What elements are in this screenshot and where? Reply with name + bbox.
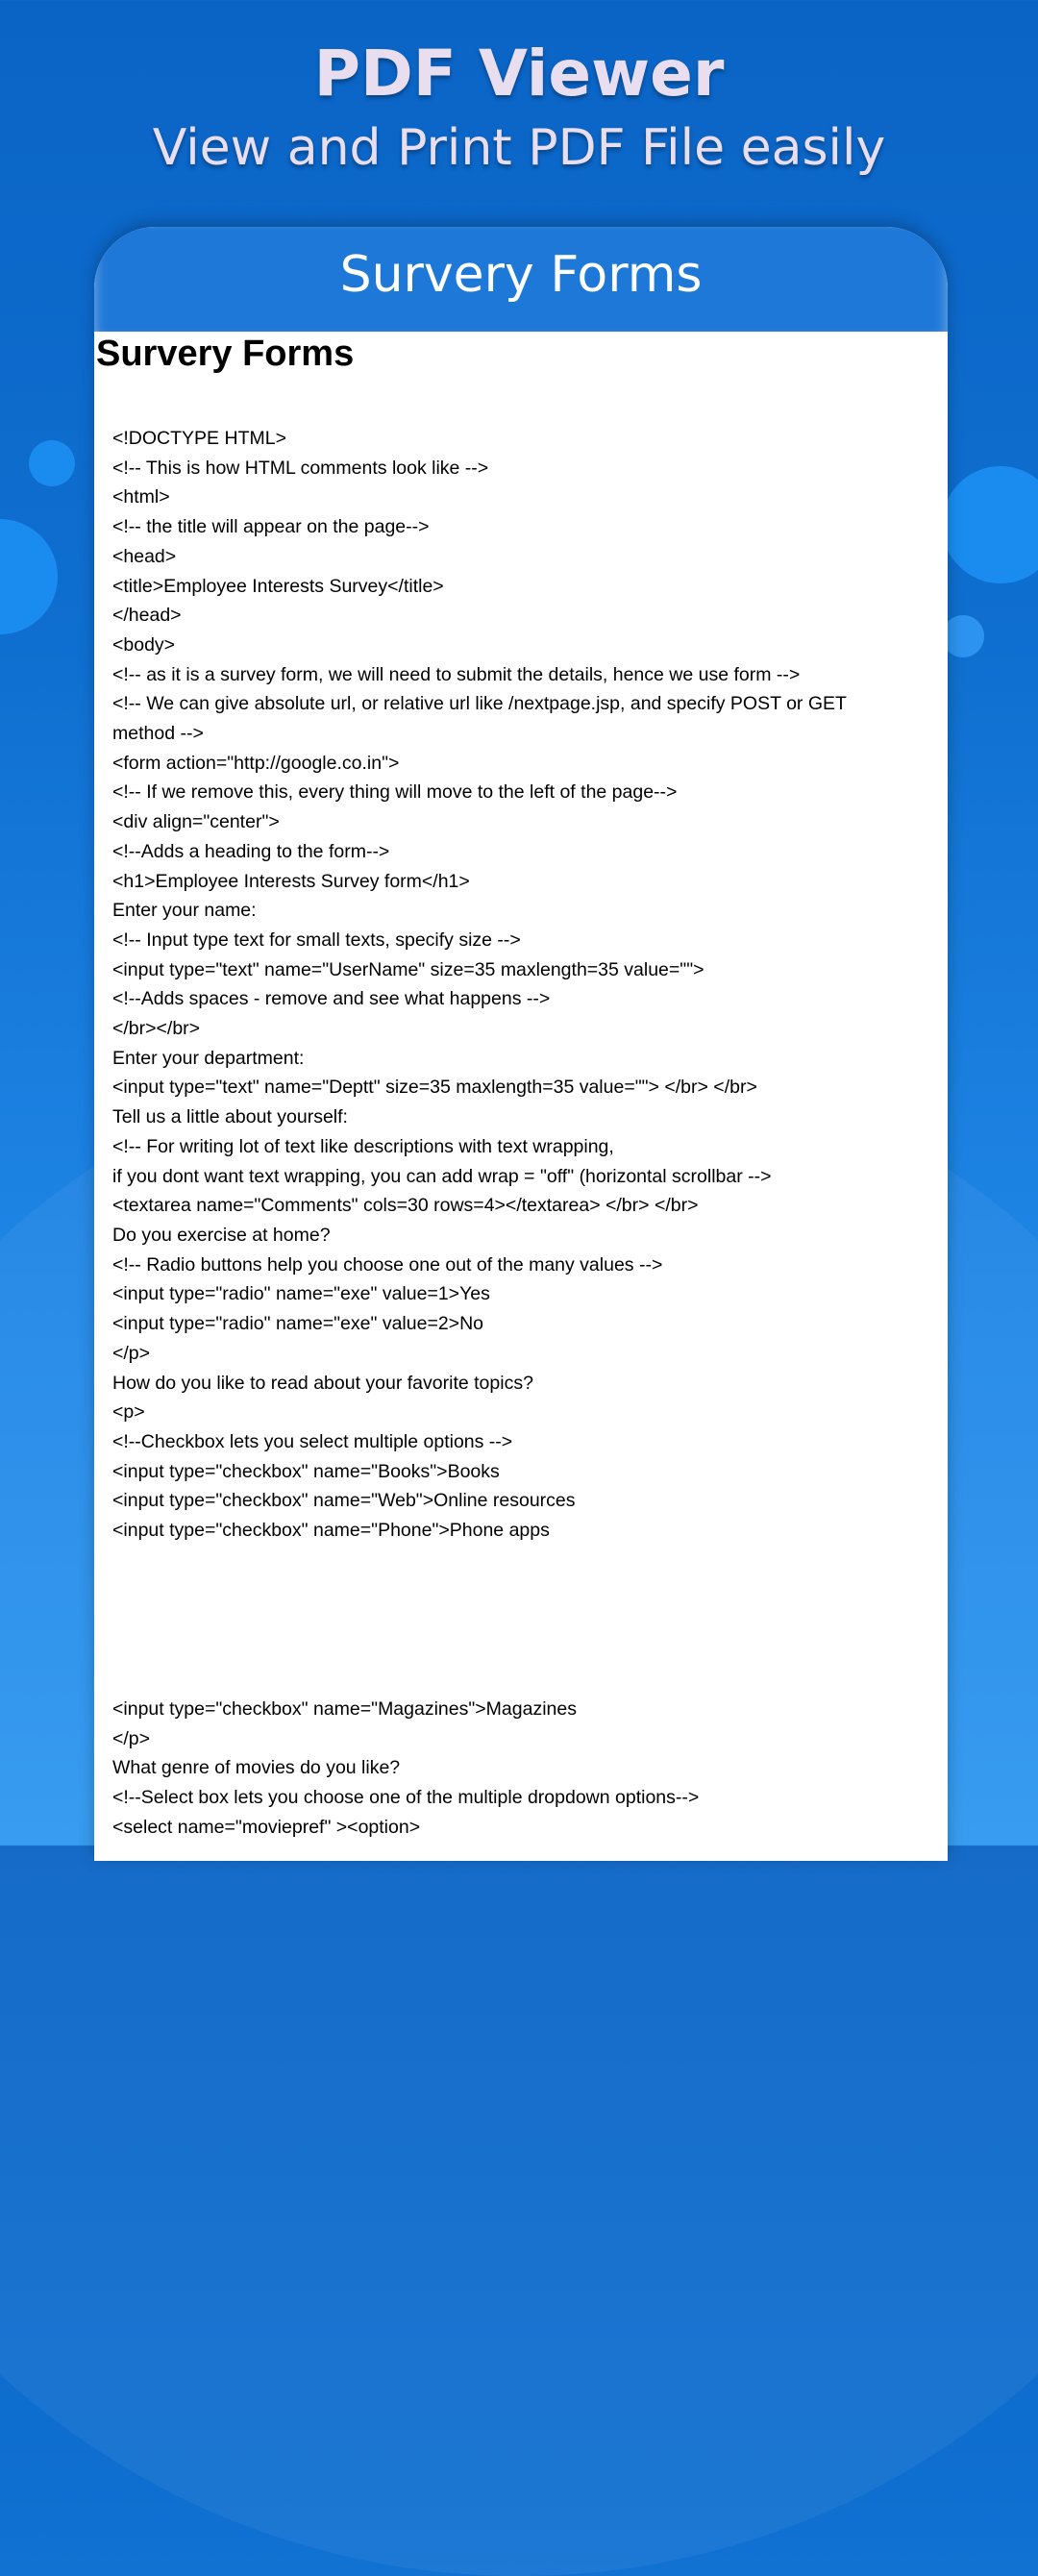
- code-line: <!-- Radio buttons help you choose one out of the many values -->: [112, 1253, 663, 1276]
- code-line: <!-- the title will appear on the page-->: [112, 516, 430, 538]
- code-line: <body>: [112, 633, 176, 656]
- decor-bubble: [0, 519, 58, 634]
- code-line: Tell us a little about yourself:: [112, 1106, 348, 1128]
- code-line: How do you like to read about your favorite topics?: [112, 1372, 533, 1394]
- app-bar-title: Survery Forms: [339, 246, 703, 304]
- code-line: What genre of movies do you like?: [112, 1757, 401, 1779]
- code-line: <select name="moviepref" ><option>: [112, 1816, 421, 1838]
- document-heading: Survery Forms: [96, 334, 355, 374]
- code-line: Do you exercise at home?: [112, 1224, 331, 1246]
- code-line: <!-- For writing lot of text like descriptions with text wrapping,: [112, 1135, 614, 1157]
- code-line: <div align="center">: [112, 811, 280, 833]
- pdf-document-page[interactable]: [94, 332, 948, 1861]
- code-line: <!DOCTYPE HTML>: [112, 428, 286, 449]
- code-line: <input type="radio" name="exe" value=1>Yes: [112, 1283, 490, 1305]
- code-line: <title>Employee Interests Survey</title>: [112, 575, 444, 597]
- code-line: <h1>Employee Interests Survey form</h1>: [112, 870, 470, 892]
- code-line: <!-- If we remove this, every thing will move to the left of the page-->: [112, 781, 678, 804]
- code-line: <input type="text" name="Deptt" size=35 maxlength=35 value=""> </br> </br>: [112, 1077, 757, 1099]
- code-line: <!--Adds a heading to the form-->: [112, 840, 390, 862]
- code-line: <textarea name="Comments" cols=30 rows=4></textarea> </br> </br>: [112, 1195, 699, 1217]
- decor-bubble: [942, 615, 984, 657]
- code-line: </p>: [112, 1342, 151, 1364]
- code-line: <!--Checkbox lets you select multiple options -->: [112, 1430, 513, 1452]
- code-line: if you dont want text wrapping, you can add wrap = "off" (horizontal scrollbar -->: [112, 1165, 772, 1187]
- code-line: <input type="checkbox" name="Phone">Phone apps: [112, 1520, 550, 1542]
- code-line: <!--Adds spaces - remove and see what happens -->: [112, 988, 551, 1010]
- code-block-lower: [112, 1695, 929, 1843]
- code-line: Enter your department:: [112, 1047, 305, 1069]
- code-line: <form action="http://google.co.in">: [112, 752, 400, 774]
- code-line: <!-- We can give absolute url, or relative url like /nextpage.jsp, and specify POST or GET: [112, 693, 847, 715]
- code-line: <input type="text" name="UserName" size=35 maxlength=35 value="">: [112, 958, 704, 980]
- code-line: Enter your name:: [112, 900, 257, 922]
- code-line: <!-- as it is a survey form, we will need to submit the details, hence we use form -->: [112, 663, 801, 685]
- app-bar: [94, 227, 948, 332]
- phone-frame: [94, 227, 948, 1861]
- code-line: <!-- Input type text for small texts, specify size -->: [112, 929, 521, 951]
- code-block-upper: [112, 424, 929, 1546]
- code-line: </p>: [112, 1727, 151, 1749]
- code-line: <input type="radio" name="exe" value=2>No: [112, 1313, 483, 1335]
- code-line: <!-- This is how HTML comments look like -->: [112, 457, 489, 479]
- decor-bubble: [29, 440, 75, 486]
- code-line: <input type="checkbox" name="Magazines">Magazines: [112, 1698, 577, 1720]
- code-line: </head>: [112, 605, 182, 627]
- promo-title: PDF Viewer: [313, 37, 725, 111]
- code-line: method -->: [112, 723, 204, 745]
- code-line: <input type="checkbox" name="Books">Books: [112, 1460, 500, 1482]
- code-line: <head>: [112, 545, 177, 567]
- decor-bubble: [942, 466, 1038, 583]
- code-line: <html>: [112, 486, 170, 508]
- code-line: <!--Select box lets you choose one of the multiple dropdown options-->: [112, 1787, 700, 1809]
- promo-subtitle: View and Print PDF File easily: [152, 119, 886, 177]
- code-line: <input type="checkbox" name="Web">Online resources: [112, 1490, 576, 1512]
- code-line: <p>: [112, 1401, 145, 1424]
- code-line: </br></br>: [112, 1018, 201, 1040]
